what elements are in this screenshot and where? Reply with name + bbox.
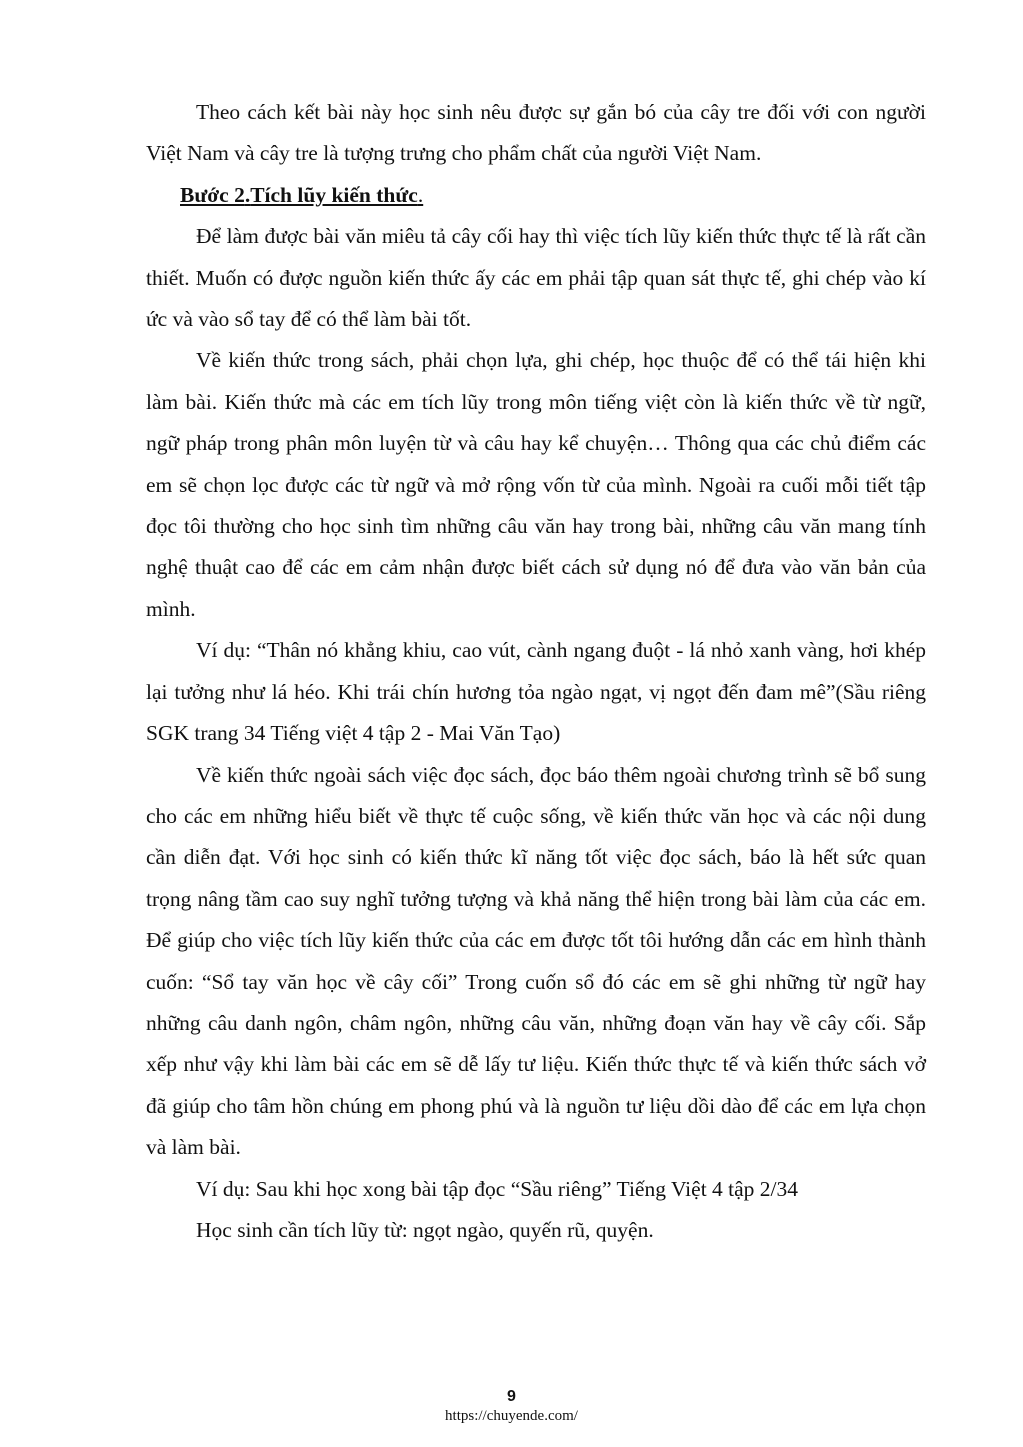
heading-trailing: . (417, 182, 424, 207)
footer-url[interactable]: https://chuyende.com/ (445, 1408, 578, 1424)
paragraph-3: Về kiến thức ngoài sách việc đọc sách, đọc báo thêm ngoài chương trình sẽ bổ sung cho các em những hiểu biết về thực tế cuộc sống, về kiến thức văn học và các nội dung cần diễn đạt. Với học sinh có kiến thức kĩ năng tốt việc đọc sách, báo là hết sức quan trọng nâng tầm cao suy nghĩ tưởng tượng và khả năng thể hiện trong bài làm của các em. Để giúp cho việc tích lũy kiến thức của các em được tốt tôi hướng dẫn các em hình thành cuốn: “Sổ tay văn học về cây cối” Trong cuốn sổ đó các em sẽ ghi những từ ngữ hay những câu danh ngôn, châm ngôn, những câu văn, những đoạn văn hay về cây cối. Sắp xếp như vậy khi làm bài các em sẽ dễ lấy tư liệu. Kiến thức thực tế và kiến thức sách vở đã giúp cho tâm hồn chúng em phong phú và là nguồn tư liệu dồi dào để các em lựa chọn và làm bài. (146, 762, 926, 1160)
section-heading (146, 175, 926, 216)
page-number: 9 (507, 1388, 516, 1405)
heading-title: Tích lũy kiến thức (250, 182, 418, 207)
paragraph-intro: Theo cách kết bài này học sinh nêu được sự gắn bó của cây tre đối với con người Việt Nam và cây tre là tượng trưng cho phẩm chất của người Việt Nam. (146, 100, 926, 166)
paragraph-2: Về kiến thức trong sách, phải chọn lựa, ghi chép, học thuộc để có thể tái hiện khi làm bài. Kiến thức mà các em tích lũy trong môn tiếng việt còn là kiến thức về từ ngữ, ngữ pháp trong phân môn luyện từ và câu hay kể chuyện… Thông qua các chủ điểm các em sẽ chọn lọc được các từ ngữ và mở rộng vốn từ của mình. Ngoài ra cuối mỗi tiết tập đọc tôi thường cho học sinh tìm những câu văn hay trong bài, những câu văn mang tính nghệ thuật cao để các em cảm nhận được biết cách sử dụng nó để đưa vào văn bản của mình. (146, 348, 926, 621)
heading-dot: . (244, 182, 251, 207)
paragraph-example-1: Ví dụ: “Thân nó khẳng khiu, cao vút, cành ngang đuột - lá nhỏ xanh vàng, hơi khép lại tưởng như lá héo. Khi trái chín hương tỏa ngào ngạt, vị ngọt đến đam mê”(Sầu riêng SGK trang 34 Tiếng việt 4 tập 2 - Mai Văn Tạo) (146, 638, 926, 746)
heading-step: Bước 2 (180, 182, 245, 207)
paragraph-example-2: Ví dụ: Sau khi học xong bài tập đọc “Sầu riêng” Tiếng Việt 4 tập 2/34 (196, 1176, 799, 1201)
paragraph-vocabulary: Học sinh cần tích lũy từ: ngọt ngào, quyến rũ, quyện. (196, 1217, 654, 1242)
paragraph-1: Để làm được bài văn miêu tả cây cối hay thì việc tích lũy kiến thức thực tế là rất cần thiết. Muốn có được nguồn kiến thức ấy các em phải tập quan sát thực tế, ghi chép vào kí ức và vào sổ tay để có thể làm bài tốt. (146, 224, 926, 332)
document-body (146, 92, 926, 1251)
